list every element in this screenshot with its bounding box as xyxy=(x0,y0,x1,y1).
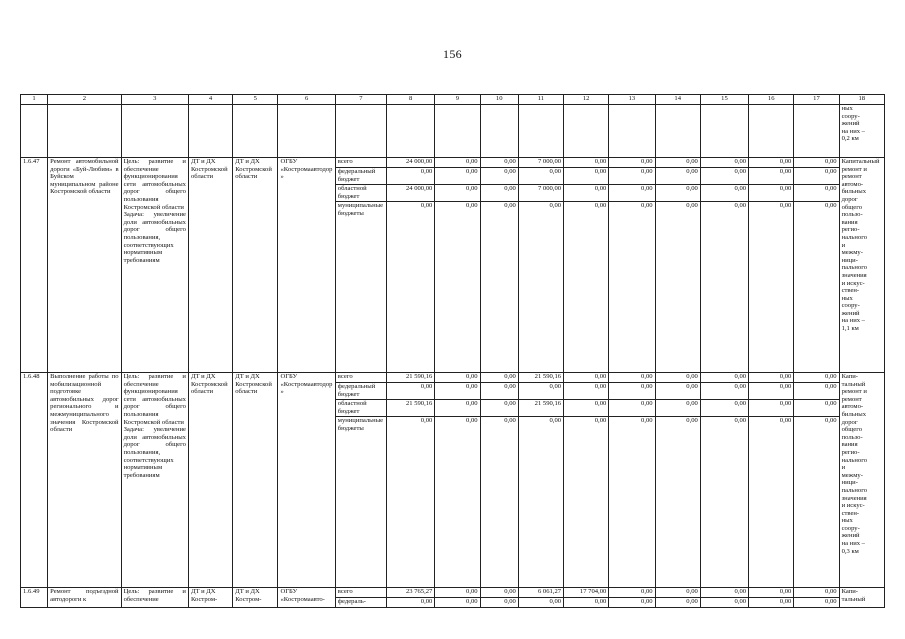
amount-cell: 0,00 xyxy=(655,598,700,608)
column-number: 11 xyxy=(518,95,563,105)
participant: ОГБУ «Костромаавтодор» xyxy=(278,158,335,373)
amount-cell: 0,00 xyxy=(609,373,655,383)
amount-cell: 24 000,00 xyxy=(387,158,435,168)
amount-cell: 0,00 xyxy=(655,373,700,383)
empty-cell xyxy=(188,105,232,158)
amount-cell: 0,00 xyxy=(655,400,700,417)
amount-cell: 0,00 xyxy=(564,168,609,185)
amount-cell: 0,00 xyxy=(435,202,480,373)
amount-cell: 0,00 xyxy=(518,383,563,400)
column-number: 6 xyxy=(278,95,335,105)
amount-cell: 0,00 xyxy=(749,400,794,417)
goal-task: Цель: развитие и обеспечение xyxy=(121,588,188,608)
amount-cell: 0,00 xyxy=(794,598,839,608)
empty-cell xyxy=(121,105,188,158)
empty-cell xyxy=(518,105,563,158)
amount-cell: 0,00 xyxy=(518,168,563,185)
amount-cell: 0,00 xyxy=(749,417,794,588)
amount-cell: 0,00 xyxy=(518,417,563,588)
amount-cell: 0,00 xyxy=(480,373,518,383)
amount-cell: 0,00 xyxy=(480,588,518,598)
amount-cell: 0,00 xyxy=(700,400,748,417)
amount-cell: 0,00 xyxy=(655,417,700,588)
row-number: 1.6.47 xyxy=(21,158,48,373)
amount-cell: 0,00 xyxy=(564,598,609,608)
amount-cell: 0,00 xyxy=(655,588,700,598)
amount-cell: 0,00 xyxy=(700,588,748,598)
amount-cell: 0,00 xyxy=(435,158,480,168)
amount-cell: 0,00 xyxy=(700,185,748,202)
participant: ОГБУ «Костромаавто- xyxy=(278,588,335,608)
empty-cell xyxy=(387,105,435,158)
funding-source: областной бюджет xyxy=(335,185,386,202)
amount-cell: 0,00 xyxy=(564,202,609,373)
amount-cell: 0,00 xyxy=(794,417,839,588)
program-table xyxy=(20,94,885,608)
column-number: 1 xyxy=(21,95,48,105)
amount-cell: 0,00 xyxy=(435,185,480,202)
amount-cell: 21 590,16 xyxy=(518,400,563,417)
amount-cell: 0,00 xyxy=(794,588,839,598)
empty-cell xyxy=(700,105,748,158)
amount-cell: 0,00 xyxy=(700,158,748,168)
amount-cell: 0,00 xyxy=(749,158,794,168)
funding-source: всего xyxy=(335,158,386,168)
funding-source: федеральный бюджет xyxy=(335,168,386,185)
amount-cell: 7 000,00 xyxy=(518,185,563,202)
funding-source: муниципальные бюджеты xyxy=(335,202,386,373)
amount-cell: 0,00 xyxy=(609,185,655,202)
amount-cell: 0,00 xyxy=(655,158,700,168)
amount-cell: 0,00 xyxy=(700,168,748,185)
amount-cell: 0,00 xyxy=(564,158,609,168)
amount-cell: 0,00 xyxy=(480,400,518,417)
funding-source: всего xyxy=(335,373,386,383)
empty-cell xyxy=(21,105,48,158)
row-number: 1.6.48 xyxy=(21,373,48,588)
amount-cell: 0,00 xyxy=(480,417,518,588)
amount-cell: 0,00 xyxy=(435,588,480,598)
amount-cell: 0,00 xyxy=(480,158,518,168)
amount-cell: 0,00 xyxy=(435,168,480,185)
empty-cell xyxy=(335,105,386,158)
amount-cell: 0,00 xyxy=(387,598,435,608)
amount-cell: 0,00 xyxy=(480,383,518,400)
amount-cell: 0,00 xyxy=(749,383,794,400)
column-number: 10 xyxy=(480,95,518,105)
column-number: 3 xyxy=(121,95,188,105)
participant: ОГБУ «Костромаавтодор» xyxy=(278,373,335,588)
column-number: 18 xyxy=(839,95,884,105)
amount-cell: 21 590,16 xyxy=(518,373,563,383)
amount-cell: 0,00 xyxy=(387,202,435,373)
empty-cell xyxy=(435,105,480,158)
amount-cell: 0,00 xyxy=(435,373,480,383)
column-number: 9 xyxy=(435,95,480,105)
amount-cell: 0,00 xyxy=(387,417,435,588)
amount-cell: 0,00 xyxy=(609,158,655,168)
amount-cell: 0,00 xyxy=(749,202,794,373)
amount-cell: 0,00 xyxy=(700,417,748,588)
amount-cell: 0,00 xyxy=(564,383,609,400)
amount-cell: 0,00 xyxy=(609,588,655,598)
amount-cell: 0,00 xyxy=(700,383,748,400)
column-number: 8 xyxy=(387,95,435,105)
activity-name: Ремонт автомобильной дороги «Буй-Любим» в Буйском муниципальном районе Костромской области xyxy=(48,158,121,373)
amount-cell: 0,00 xyxy=(609,400,655,417)
funding-source: федеральный бюджет xyxy=(335,383,386,400)
funding-source: всего xyxy=(335,588,386,598)
amount-cell: 0,00 xyxy=(794,383,839,400)
co-executor: ДТ и ДХ Костромской области xyxy=(233,373,278,588)
amount-cell: 0,00 xyxy=(700,598,748,608)
row-number: 1.6.49 xyxy=(21,588,48,608)
empty-cell xyxy=(233,105,278,158)
amount-cell: 0,00 xyxy=(564,400,609,417)
goal-task: Цель: развитие и обеспечение функционирования сети автомобильных дорог общего пользования Костромской области Задача: увеличение доли автомобильных дорог общего пользования, соответствующих нормативным требованиям xyxy=(121,158,188,373)
empty-cell xyxy=(609,105,655,158)
amount-cell: 0,00 xyxy=(794,158,839,168)
empty-cell xyxy=(48,105,121,158)
amount-cell: 7 000,00 xyxy=(518,158,563,168)
column-number: 2 xyxy=(48,95,121,105)
column-number: 17 xyxy=(794,95,839,105)
amount-cell: 21 590,16 xyxy=(387,400,435,417)
amount-cell: 0,00 xyxy=(749,185,794,202)
amount-cell: 0,00 xyxy=(655,202,700,373)
amount-cell: 0,00 xyxy=(480,185,518,202)
amount-cell: 21 590,16 xyxy=(387,373,435,383)
amount-cell: 0,00 xyxy=(749,168,794,185)
amount-cell: 0,00 xyxy=(609,202,655,373)
activity-name: Выполнение работы по мобилизационной подготовке автомобильных дорог регионального и межмуниципального значения Костромской области xyxy=(48,373,121,588)
amount-cell: 0,00 xyxy=(609,598,655,608)
amount-cell: 0,00 xyxy=(435,417,480,588)
amount-cell: 0,00 xyxy=(480,202,518,373)
amount-cell: 0,00 xyxy=(749,598,794,608)
amount-cell: 0,00 xyxy=(794,185,839,202)
column-number: 14 xyxy=(655,95,700,105)
amount-cell: 23 765,27 xyxy=(387,588,435,598)
continuation-row xyxy=(21,105,885,158)
column-number: 16 xyxy=(749,95,794,105)
funding-source: муниципальные бюджеты xyxy=(335,417,386,588)
amount-cell: 0,00 xyxy=(609,168,655,185)
empty-cell xyxy=(278,105,335,158)
amount-cell: 0,00 xyxy=(794,400,839,417)
expected-result: Капи- тальный xyxy=(839,588,884,608)
co-executor: ДТ и ДХ Костром- xyxy=(233,588,278,608)
amount-cell: 6 061,27 xyxy=(518,588,563,598)
responsible-executor: ДТ и ДХ Костромской области xyxy=(188,158,232,373)
table-row xyxy=(21,373,885,383)
amount-cell: 24 000,00 xyxy=(387,185,435,202)
amount-cell: 0,00 xyxy=(794,373,839,383)
column-number: 5 xyxy=(233,95,278,105)
funding-source: областной бюджет xyxy=(335,400,386,417)
amount-cell: 17 704,00 xyxy=(564,588,609,598)
empty-cell xyxy=(794,105,839,158)
amount-cell: 0,00 xyxy=(655,168,700,185)
responsible-executor: ДТ и ДХ Костромской области xyxy=(188,373,232,588)
expected-result: Капи- тальный ремонт и ремонт автомо- бильных дорог общего пользо- вания регио- нального и межму- ници- пального значения и искус- ствен- ных соору- жений на них – 0,3 км xyxy=(839,373,884,588)
empty-cell xyxy=(655,105,700,158)
amount-cell: 0,00 xyxy=(387,383,435,400)
empty-cell xyxy=(480,105,518,158)
column-number: 15 xyxy=(700,95,748,105)
column-number: 4 xyxy=(188,95,232,105)
amount-cell: 0,00 xyxy=(609,383,655,400)
empty-cell xyxy=(564,105,609,158)
amount-cell: 0,00 xyxy=(480,168,518,185)
table-row xyxy=(21,588,885,598)
amount-cell: 0,00 xyxy=(435,400,480,417)
activity-name: Ремонт подъездной автодороги к xyxy=(48,588,121,608)
expected-result: Капитальный ремонт и ремонт автомо- бильных дорог общего пользо- вания регио- нального и межму- ници- пального значения и искус- ствен- ных соору- жений на них – 1,1 км xyxy=(839,158,884,373)
page-number: 156 xyxy=(443,47,462,61)
amount-cell: 0,00 xyxy=(518,202,563,373)
column-number: 7 xyxy=(335,95,386,105)
amount-cell: 0,00 xyxy=(480,598,518,608)
goal-task: Цель: развитие и обеспечение функционирования сети автомобильных дорог общего пользования Костромской области Задача: увеличение доли автомобильных дорог общего пользования, соответствующих нормативным требованиям xyxy=(121,373,188,588)
amount-cell: 0,00 xyxy=(749,373,794,383)
amount-cell: 0,00 xyxy=(564,373,609,383)
amount-cell: 0,00 xyxy=(655,185,700,202)
column-number: 12 xyxy=(564,95,609,105)
co-executor: ДТ и ДХ Костромской области xyxy=(233,158,278,373)
amount-cell: 0,00 xyxy=(435,383,480,400)
amount-cell: 0,00 xyxy=(794,202,839,373)
amount-cell: 0,00 xyxy=(749,588,794,598)
amount-cell: 0,00 xyxy=(655,383,700,400)
amount-cell: 0,00 xyxy=(518,598,563,608)
amount-cell: 0,00 xyxy=(609,417,655,588)
amount-cell: 0,00 xyxy=(564,185,609,202)
column-number: 13 xyxy=(609,95,655,105)
result-continuation: ных соору- жений на них – 0,2 км xyxy=(839,105,884,158)
amount-cell: 0,00 xyxy=(435,598,480,608)
amount-cell: 0,00 xyxy=(700,202,748,373)
amount-cell: 0,00 xyxy=(794,168,839,185)
amount-cell: 0,00 xyxy=(387,168,435,185)
amount-cell: 0,00 xyxy=(700,373,748,383)
amount-cell: 0,00 xyxy=(564,417,609,588)
responsible-executor: ДТ и ДХ Костром- xyxy=(188,588,232,608)
table-row xyxy=(21,158,885,168)
empty-cell xyxy=(749,105,794,158)
header-row xyxy=(21,95,885,105)
funding-source: федераль- xyxy=(335,598,386,608)
